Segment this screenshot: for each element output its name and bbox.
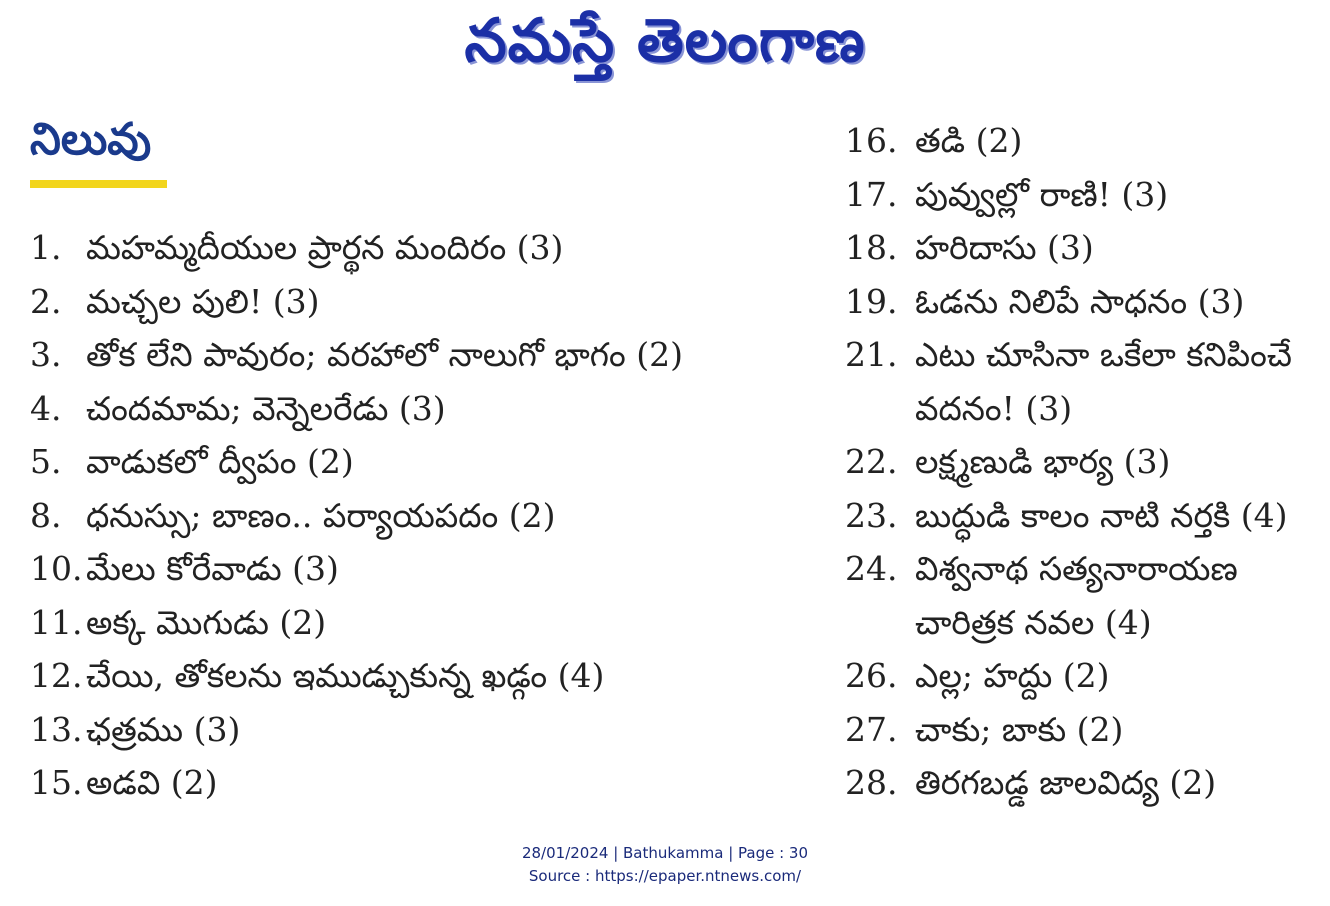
clue-list-left — [30, 221, 810, 810]
clue-item — [30, 382, 810, 436]
clue-item — [845, 114, 1325, 168]
clue-text: తడి (2) — [915, 121, 1023, 160]
clue-number: 12. — [30, 656, 83, 695]
clue-item — [30, 221, 810, 275]
clue-number: 17. — [845, 174, 898, 214]
clue-text: మహమ్మదీయుల ప్రార్థన మందిరం (3) — [86, 228, 564, 267]
clue-item — [30, 703, 810, 757]
clue-number: 3. — [30, 335, 62, 374]
clue-text: చేయి, తోకలను ఇముడ్చుకున్న ఖడ్గం (4) — [86, 656, 605, 695]
clue-number: 5. — [30, 442, 62, 481]
newspaper-masthead: నమస్తే తెలంగాణ — [464, 6, 866, 76]
clue-number: 24. — [845, 549, 898, 588]
clue-text: ఎటు చూసినా ఒకేలా కనిపించే వదనం! (3) — [915, 335, 1292, 428]
clue-item — [30, 435, 810, 489]
clue-text: పువ్వుల్లో రాణి! (3) — [915, 174, 1169, 214]
clue-text: తోక లేని పావురం; వరహాలో నాలుగో భాగం (2) — [86, 335, 683, 374]
clue-number: 8. — [30, 495, 62, 535]
clue-text: చందమామ; వెన్నెలరేడు (3) — [86, 388, 446, 428]
section-title: నిలువు — [30, 114, 152, 165]
clue-item — [30, 756, 810, 810]
clue-text: అడవి (2) — [86, 763, 218, 802]
clue-number: 27. — [845, 709, 898, 749]
footer-source-link[interactable]: Source : https://epaper.ntnews.com/ — [528, 867, 802, 885]
clue-item — [845, 489, 1325, 543]
clue-item — [845, 221, 1325, 275]
clue-item — [845, 542, 1325, 649]
clue-list-right — [845, 114, 1325, 810]
clue-number: 22. — [845, 442, 898, 481]
clue-item — [30, 596, 810, 650]
clue-text: తిరగబడ్డ జాలవిద్య (2) — [915, 763, 1217, 802]
clue-text: ఎల్ల; హద్దు (2) — [915, 656, 1110, 695]
clue-item — [845, 435, 1325, 489]
clue-item — [845, 275, 1325, 329]
clue-number: 13. — [30, 709, 83, 749]
clue-text: ధనుస్సు; బాణం.. పర్యాయపదం (2) — [86, 495, 556, 535]
clue-item — [30, 328, 810, 382]
clue-item — [30, 489, 810, 543]
footer-date-page: 28/01/2024 | Bathukamma | Page : 30 — [521, 844, 809, 862]
clue-number: 21. — [845, 335, 898, 374]
clue-text: వాడుకలో ద్వీపం (2) — [86, 442, 354, 481]
clue-number: 15. — [30, 763, 83, 802]
clue-item — [845, 756, 1325, 810]
clue-text: చాకు; బాకు (2) — [915, 709, 1124, 749]
clue-number: 2. — [30, 281, 62, 321]
clue-number: 11. — [30, 602, 83, 642]
clue-number: 1. — [30, 228, 62, 267]
clue-text: బుద్ధుడి కాలం నాటి నర్తకి (4) — [915, 495, 1288, 535]
clue-text: ఛత్రము (3) — [86, 709, 241, 749]
clue-text: హరిదాసు (3) — [915, 228, 1094, 267]
clue-number: 26. — [845, 656, 898, 695]
title-underline — [30, 180, 167, 188]
clue-item — [30, 542, 810, 596]
clue-text: మేలు కోరేవాడు (3) — [86, 549, 339, 588]
clue-text: విశ్వనాథ సత్యనారాయణ చారిత్రక నవల (4) — [915, 549, 1238, 642]
clue-number: 28. — [845, 763, 898, 802]
clue-text: లక్ష్మణుడి భార్య (3) — [915, 442, 1171, 481]
clue-item — [845, 703, 1325, 757]
clue-item — [30, 275, 810, 329]
clue-number: 16. — [845, 121, 898, 160]
clue-item — [845, 649, 1325, 703]
clue-item — [845, 328, 1325, 435]
clue-item — [845, 168, 1325, 222]
page-footer — [0, 842, 1330, 888]
clue-number: 4. — [30, 388, 62, 428]
clue-number: 18. — [845, 228, 898, 267]
clue-text: మచ్చల పులి! (3) — [86, 281, 320, 321]
clue-text: ఓడను నిలిపే సాధనం (3) — [915, 281, 1245, 321]
clue-number: 10. — [30, 549, 83, 588]
clue-item — [30, 649, 810, 703]
clue-text: అక్క మొగుడు (2) — [86, 602, 327, 642]
clue-number: 23. — [845, 495, 898, 535]
clue-number: 19. — [845, 281, 898, 321]
